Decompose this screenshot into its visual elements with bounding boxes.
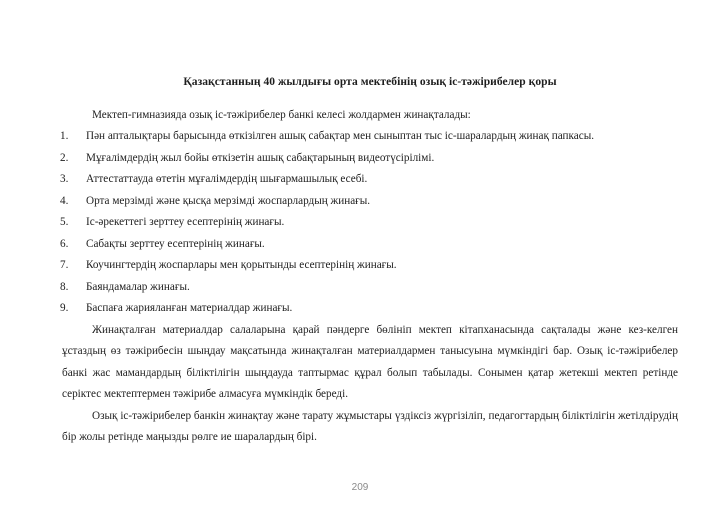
list-item-text: Баспаға жарияланған материалдар жинағы. [86, 302, 293, 314]
list-item-number: 4. [60, 194, 69, 207]
list-item [62, 298, 678, 320]
list-item-text: Мұғалімдердің жыл бойы өткізетін ашық сабақтарының видеотүсірілімі. [86, 151, 435, 164]
list-item-number: 1. [60, 130, 69, 142]
list-item-number: 7. [60, 259, 69, 271]
list-item-text: Пән апталықтары барысында өткізілген ашық сабақтар мен сыныптан тыс іс-шаралардың жинақ папкасы. [86, 130, 595, 142]
list-item-number: 3. [60, 173, 69, 185]
items-list [62, 126, 678, 320]
list-item [62, 191, 678, 213]
list-item-text: Коучингтердің жоспарлары мен қорытынды есептерінің жинағы. [86, 259, 397, 271]
list-item-text: Сабақты зерттеу есептерінің жинағы. [86, 237, 265, 250]
list-item-text: Іс-әрекеттегі зерттеу есептерінің жинағы. [86, 216, 285, 228]
list-item-number: 6. [60, 237, 69, 250]
intro-text: Мектеп-гимназияда озық іс-тәжірибелер банкі келесі жолдармен жинақталады: [92, 109, 471, 121]
list-item-number: 9. [60, 302, 69, 314]
list-item [62, 148, 678, 170]
list-item-text: Орта мерзімді және қысқа мерзімді жоспарлардың жинағы. [86, 194, 371, 207]
page-number: 209 [351, 482, 369, 493]
list-item [62, 255, 678, 277]
document-title: Қазақстанның 40 жылдығы орта мектебінің озық іс-тәжірибелер қоры [183, 76, 557, 88]
list-item [62, 212, 678, 234]
list-item [62, 169, 678, 191]
body-paragraph-1: Жинақталған материалдар салаларына қарай пәндерге бөлініп мектеп кітапханасында сақталады және кез-келген ұстаздың өз тәжірибесін шыңдау мақсатында жинақталған материалдармен танысуына мүмкіндігі бар. Озық іс-тәжірибелер банкі жас мамандардың біліктілігін шыңдауда таптырмас құрал болып табылады. Сонымен қатар жетекші мектеп ретінде серіктес мектептермен тәжірибе алмасуға мүмкіндік береді. [62, 323, 678, 400]
list-item-text: Баяндамалар жинағы. [86, 280, 190, 293]
list-item [62, 126, 678, 148]
list-item [62, 277, 678, 299]
list-item [62, 234, 678, 256]
list-item-number: 8. [60, 280, 69, 293]
list-item-number: 2. [60, 151, 69, 164]
list-item-number: 5. [60, 216, 69, 228]
body-paragraph-2: Озық іс-тәжірибелер банкін жинақтау және тарату жұмыстары үздіксіз жүргізіліп, педагогтардың біліктілігін жетілдірудің бір жолы ретінде маңызды рөлге ие шаралардың бірі. [62, 409, 678, 443]
list-item-text: Аттестаттауда өтетін мұғалімдердің шығармашылық есебі. [86, 173, 368, 185]
